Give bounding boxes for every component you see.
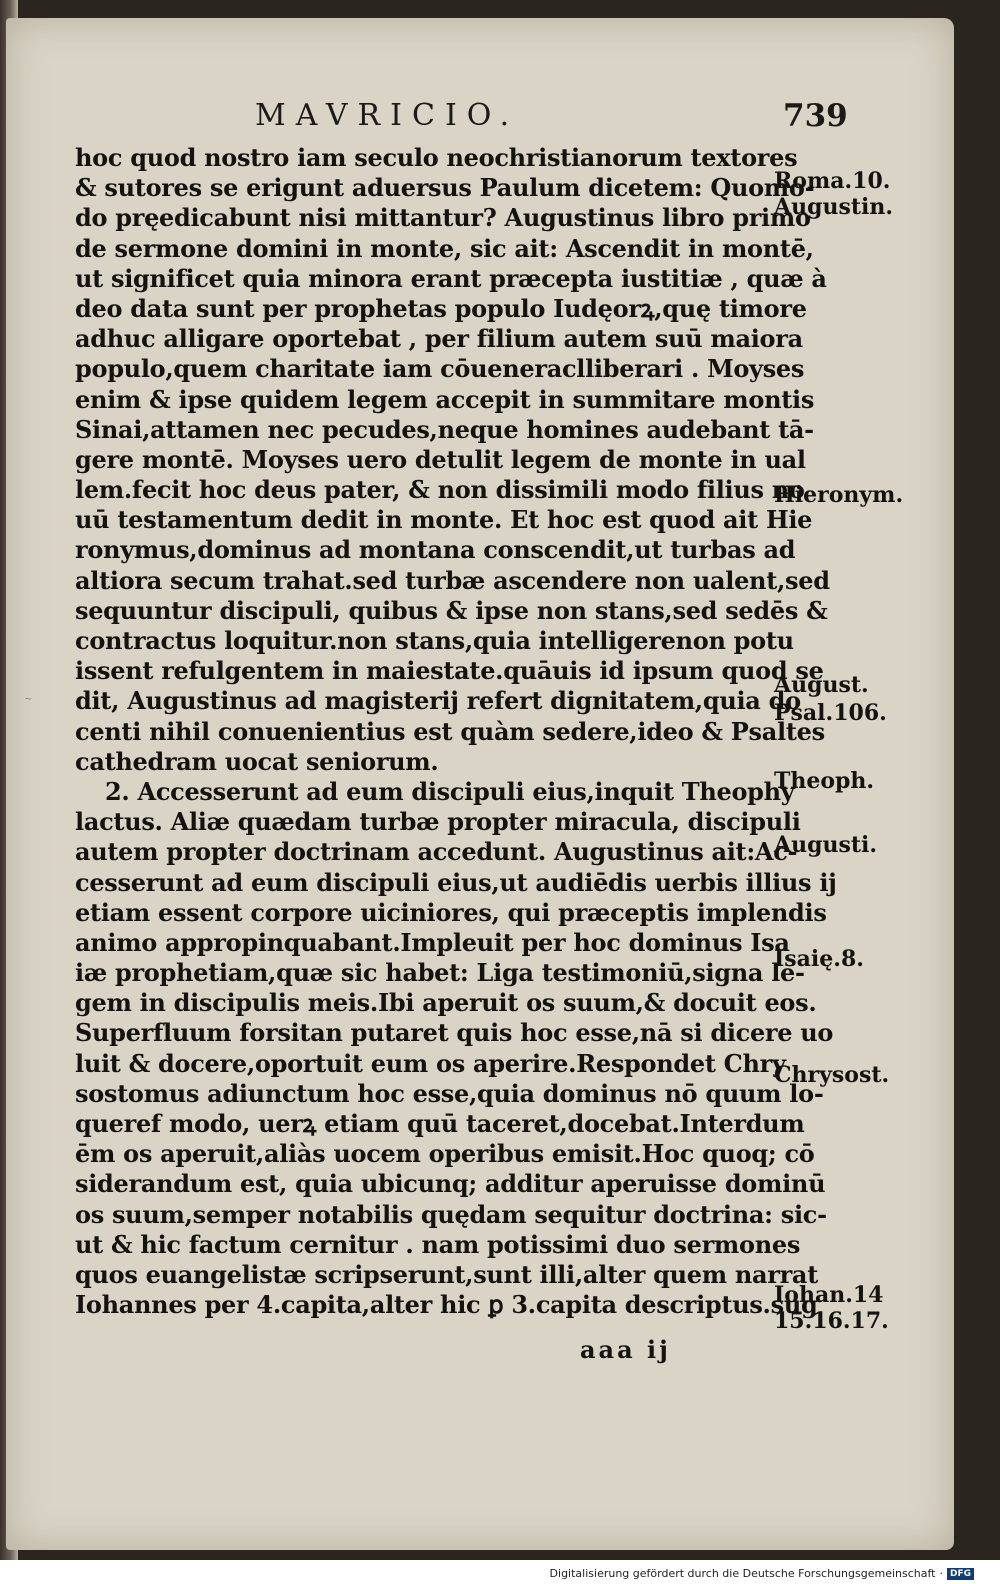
text-line: Superfluum forsitan putaret quis hoc esse,nā si dicere uo	[75, 1018, 834, 1048]
text-line: luit & docere,oportuit eum os aperire.Respondet Chry	[75, 1048, 786, 1078]
margin-note-roma: Roma.10.	[774, 168, 891, 194]
paragraph-start-line: 2. Accesserunt ad eum discipuli eius,inquit Theophy	[105, 776, 795, 806]
margin-note-augusti: Augusti.	[774, 832, 878, 858]
text-line: Sinai,attamen nec pecudes,neque homines audebant tā-	[75, 414, 814, 444]
dfg-logo: DFG	[947, 1568, 974, 1580]
text-line: hoc quod nostro iam seculo neochristianorum textores	[75, 143, 798, 172]
text-line: os suum,semper notabilis quędam sequitur doctrina: sic-	[75, 1199, 827, 1229]
funding-note: Digitalisierung gefördert durch die Deutsche Forschungsgemeinschaft	[549, 1567, 936, 1580]
text-line: do pręedicabunt nisi mittantur? Augustinus libro primo	[75, 203, 811, 233]
margin-note-iohan: Iohan.14	[774, 1282, 884, 1308]
text-line: autem propter doctrinam accedunt. Augustinus ait:Ac-	[75, 837, 798, 867]
text-line: iæ prophetiam,quæ sic habet: Liga testimoniū,signa le-	[75, 958, 805, 988]
margin-note-hieronym: Hieronym.	[774, 482, 904, 508]
text-line: issent refulgentem in maiestate.quāuis id ipsum quod se	[75, 656, 824, 686]
text-line: ēm os aperuit,aliàs uocem operibus emisit.Hoc quoq; cō	[75, 1139, 815, 1169]
text-line: cesserunt ad eum discipuli eius,ut audiēdis uerbis illius ij	[75, 867, 837, 897]
text-line: animo appropinquabant.Impleuit per hoc dominus Isa	[75, 927, 790, 957]
margin-note-iohan-chapters: 15.16.17.	[774, 1308, 889, 1334]
text-line: sostomus adiunctum hoc esse,quia dominus nō quum lo-	[75, 1078, 824, 1108]
text-line: sequuntur discipuli, quibus & ipse non stans,sed sedēs &	[75, 595, 828, 625]
text-line: de sermone domini in monte, sic ait: Ascendit in montē,	[75, 233, 814, 263]
margin-note-psal: Psal.106.	[774, 700, 887, 726]
text-line: ut significet quia minora erant præcepta iustitiæ , quæ à	[75, 263, 827, 293]
margin-note-augustin: Augustin.	[774, 194, 894, 220]
text-line: cathedram uocat seniorum.	[75, 746, 439, 776]
text-line: lactus. Aliæ quædam turbæ propter miracula, discipuli	[75, 807, 801, 837]
text-line: lem.fecit hoc deus pater, & non dissimili modo filius no	[75, 475, 805, 505]
footer-credit: Digitalisierung gefördert durch die Deutsche Forschungsgemeinschaft · DFG	[550, 1567, 974, 1580]
text-line: gere montē. Moyses uero detulit legem de monte in ual	[75, 444, 806, 474]
text-line: uū testamentum dedit in monte. Et hoc est quod ait Hie	[75, 505, 813, 535]
text-line: gem in discipulis meis.Ibi aperuit os suum,& docuit eos.	[75, 988, 817, 1018]
text-line: populo,quem charitate iam cōueneraclliberari . Moyses	[75, 354, 805, 384]
text-line: quos euangelistæ scripserunt,sunt illi,alter quem narrat	[75, 1259, 818, 1289]
text-line: siderandum est, quia ubicunq; additur aperuisse dominū	[75, 1169, 826, 1199]
margin-note-theoph: Theoph.	[774, 768, 875, 794]
text-line: ut & hic factum cernitur . nam potissimi duo sermones	[75, 1229, 801, 1259]
text-line: ronymus,dominus ad montana conscendit,ut turbas ad	[75, 535, 796, 565]
page-stain: ~	[24, 694, 33, 705]
margin-note-august: August.	[774, 672, 869, 698]
text-line: dit, Augustinus ad magisterij refert dignitatem,quia do	[75, 686, 801, 716]
text-line: & sutores se erigunt aduersus Paulum dicetem: Quomo-	[75, 173, 815, 203]
text-line: centi nihil conuenientius est quàm sedere,ideo & Psaltes	[75, 716, 825, 746]
text-line: Iohannes per 4.capita,alter hic ꝑ 3.capita descriptus.sug	[75, 1290, 818, 1320]
text-line: etiam essent corpore uiciniores, qui præceptis implendis	[75, 897, 827, 927]
running-head: MAVRICIO.	[255, 98, 520, 133]
text-line: adhuc alligare oportebat , per filium autem suū maiora	[75, 324, 803, 354]
text-line: enim & ipse quidem legem accepit in summitare montis	[75, 384, 815, 414]
text-line: deo data sunt per prophetas populo Iudęorꝝ,quę timore	[75, 293, 807, 323]
margin-note-isaie: Isaię.8.	[774, 946, 864, 972]
signature-mark: aaa ij	[580, 1335, 671, 1364]
text-line: queref modo, uerꝝ etiam quū taceret,docebat.Interdum	[75, 1109, 805, 1138]
text-line: altiora secum trahat.sed turbæ ascendere non ualent,sed	[75, 565, 830, 595]
page-number: 739	[783, 98, 848, 134]
margin-note-chrysost: Chrysost.	[774, 1062, 890, 1088]
text-line: contractus loquitur.non stans,quia intelligerenon potu	[75, 626, 794, 655]
